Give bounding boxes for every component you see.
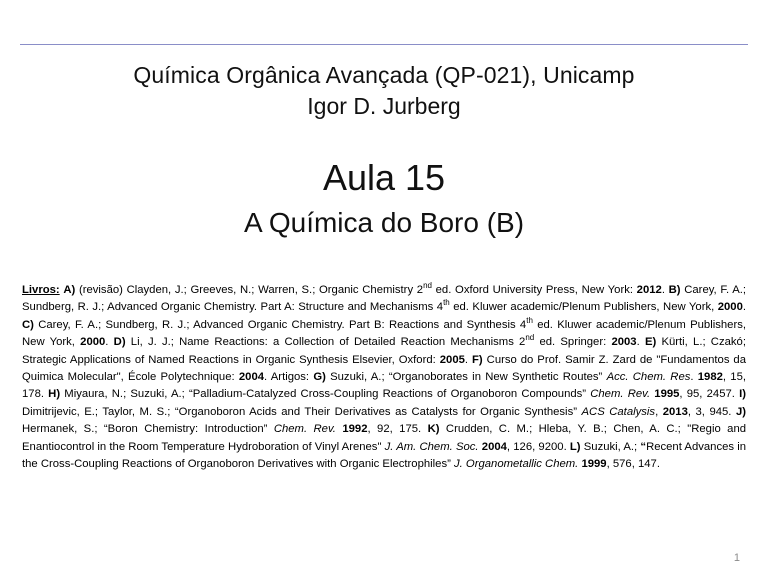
lecture-subject: A Química do Boro (B) bbox=[243, 207, 525, 238]
course-title: Química Orgânica Avançada (QP-021), Unicamp bbox=[133, 62, 635, 88]
lecture-number: Aula 15 bbox=[322, 157, 446, 198]
page-number: 1 bbox=[733, 552, 740, 564]
header-divider bbox=[20, 44, 748, 45]
slide-header bbox=[34, 60, 734, 122]
lecture-heading bbox=[34, 155, 734, 243]
references-block: Livros: A) (revisão) Clayden, J.; Greeves, N.; Warren, S.; Organic Chemistry 2nd ed. Oxford University Press, New York: 2012. B) Carey, F. A.; Sundberg, R. J.; Advanced Organic Chemistry. Part A: Structure and Mechanisms 4th ed. Kluwer academic/Plenum Publishers, New York, 2000. C) Carey, F. A.; Sundberg, R. J.; Advanced Organic Chemistry. Part B: Reactions and Synthesis 4th ed. Kluwer academic/Plenum Publishers, New York, 2000. D) Li, J. J.; Name Reactions: a Collection of Detailed Reaction Mechanisms 2nd ed. Springer: 2003. E) Kürti, L.; Czakó; Strategic Applications of Named Reactions in Organic Synthesis Elsevier, Oxford: 2005. F) Curso do Prof. Samir Z. Zard de "Fundamentos da Quimica Molecular", École Polytechnique: 2004. Artigos: G) Suzuki, A.; “Organoborates in New Synthetic Routes” Acc. Chem. Res. 1982, 15, 178. H) Miyaura, N.; Suzuki, A.; “Palladium-Catalyzed Cross-Coupling Reactions of Organoboron Compounds” Chem. Rev. 1995, 95, 2457. I) Dimitrijevic, E.; Taylor, M. S.; “Organoboron Acids and Their Derivatives as Catalysts for Organic Synthesis” ACS Catalysis, 2013, 3, 945. J) Hermanek, S.; “Boron Chemistry: Introduction” Chem. Rev. 1992, 92, 175. K) Crudden, C. M.; Hleba, Y. B.; Chen, A. C.; "Regio and Enantiocontrol in the Room Temperature Hydroboration of Vinyl Arenes" J. Am. Chem. Soc. 2004, 126, 9200. L) Suzuki, A.; “Recent Advances in the Cross-Coupling Reactions of Organoboron Derivatives with Organic Electrophiles” J. Organometallic Chem. 1999, 576, 147. bbox=[22, 281, 747, 471]
author-name: Igor D. Jurberg bbox=[307, 93, 461, 119]
